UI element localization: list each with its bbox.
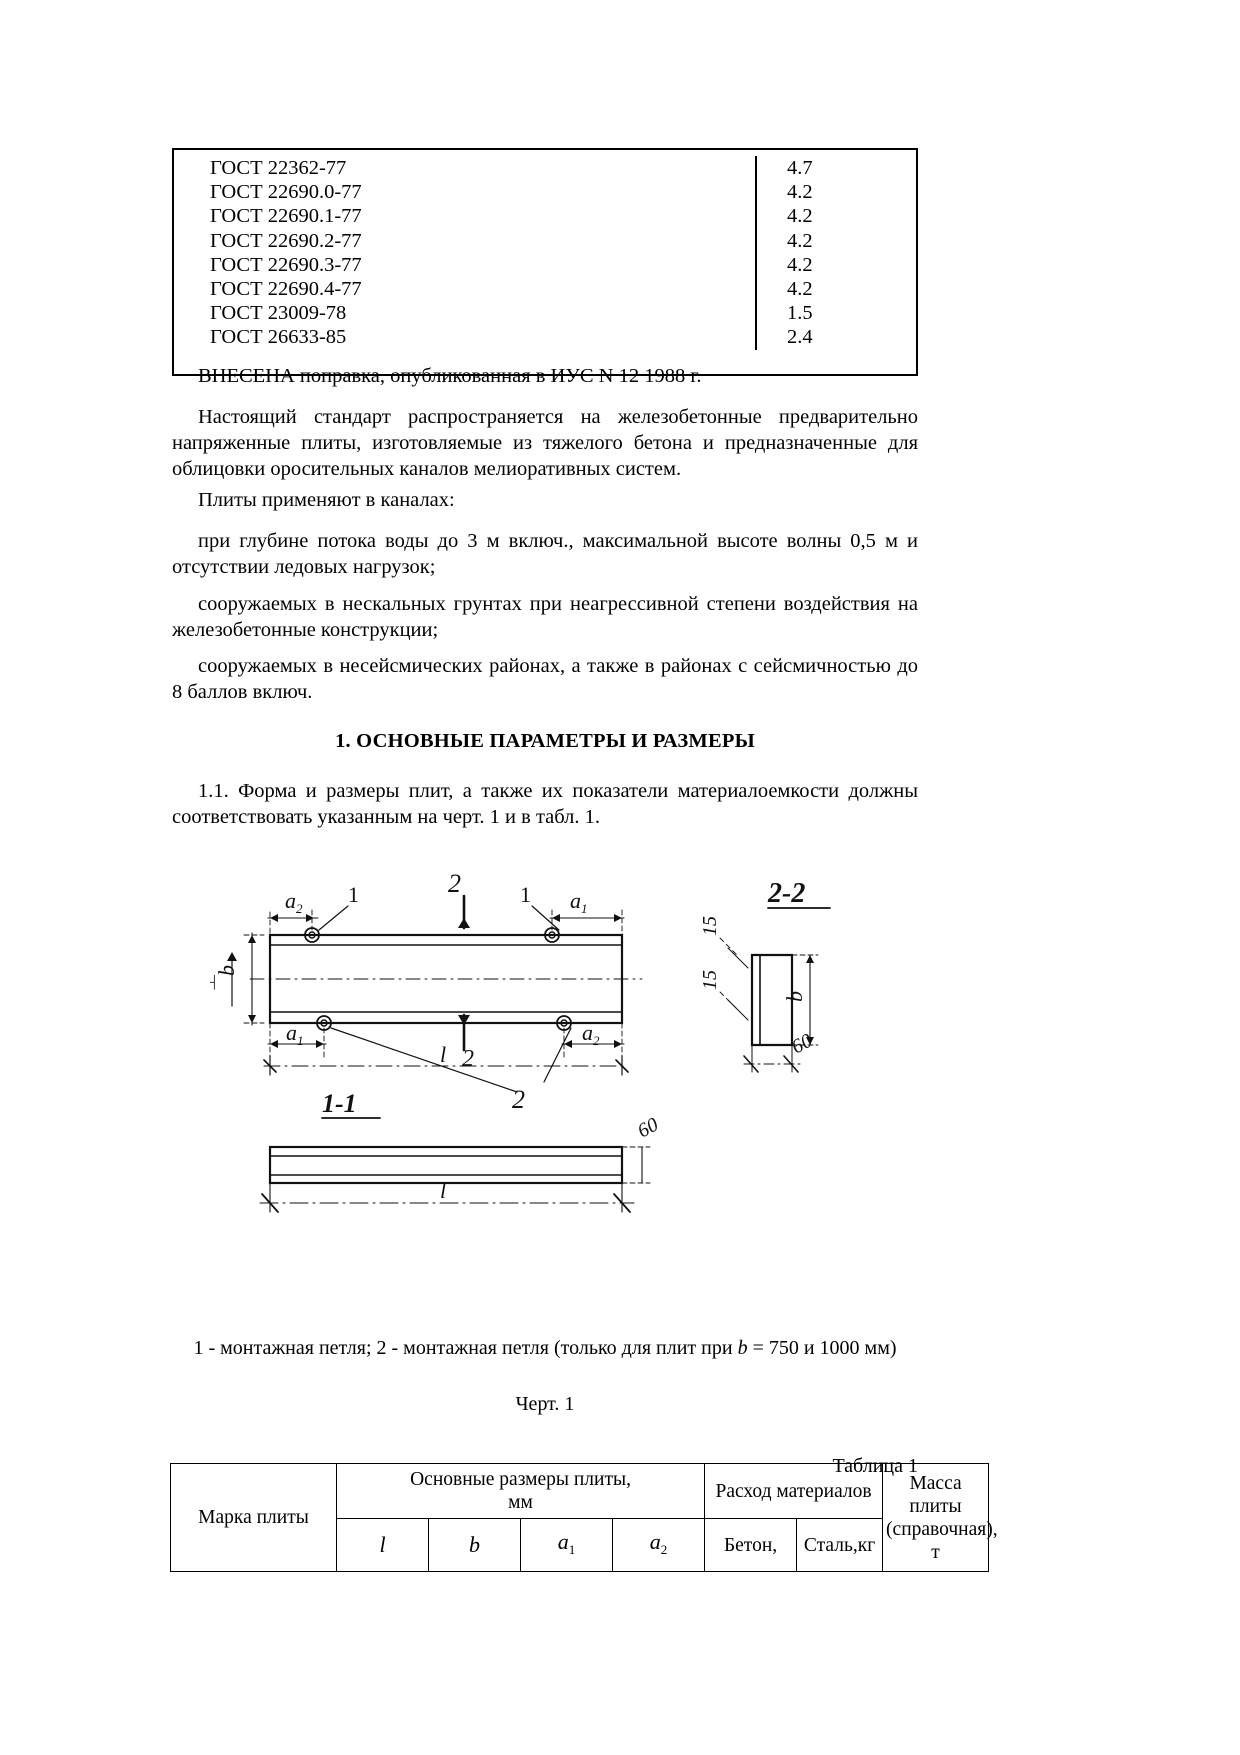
table-cell-clause: 1.5 — [787, 302, 813, 325]
label-dim-15-lower: 15 — [699, 970, 721, 990]
figure-legend — [172, 1337, 918, 1360]
label-dim-15-upper: 15 — [699, 916, 721, 936]
table-cell-clause: 4.2 — [787, 205, 813, 228]
table1-header-mass-line1: Масса плиты — [909, 1472, 962, 1517]
label-left-note: ┤ — [210, 975, 219, 989]
table-row: ГОСТ 22690.2-77 — [210, 229, 362, 252]
label-section-1-1: 1-1 — [322, 1089, 357, 1118]
table-row: ГОСТ 22690.3-77 — [210, 253, 362, 276]
table1-subheader-steel: Сталь,кг — [797, 1519, 883, 1572]
table-row: ГОСТ 22362-77 — [210, 157, 347, 179]
table1-header-mass-line3: т — [931, 1541, 940, 1563]
figure-caption: Черт. 1 — [515, 1393, 575, 1415]
figure-legend-part2: = 750 и 1000 мм) — [747, 1337, 897, 1359]
table-cell-clause: 4.2 — [787, 253, 813, 276]
label-dim-b-section: b — [782, 991, 807, 1002]
paragraph-bullet-1: при глубине потока воды до 3 м включ., максимальной высоте волны 0,5 м и отсутствии ледовых нагрузок; — [172, 530, 918, 578]
clauses-column — [757, 156, 916, 350]
callout-2-top: 2 — [448, 869, 461, 898]
label-dim-60-section: 60 — [788, 1029, 817, 1059]
table1 — [170, 1463, 998, 1572]
table-cell-clause: 2.4 — [787, 326, 813, 349]
table1-subheader-l: l — [337, 1519, 429, 1572]
label-dim-l-plan: l — [440, 1042, 447, 1067]
table1-header-mass — [883, 1464, 998, 1572]
table1-header-mark: Марка плиты — [171, 1464, 337, 1572]
callout-1-left: 1 — [348, 882, 359, 907]
table1-header-row — [171, 1464, 989, 1519]
paragraph-application-lead: Плиты применяют в каналах: — [198, 489, 455, 511]
paragraph-bullet-3: сооружаемых в несейсмических районах, а также в районах с сейсмичностью до 8 баллов включ. — [172, 655, 918, 703]
table-row: ГОСТ 22690.4-77 — [210, 278, 362, 301]
paragraph-amendment: ВНЕСЕНА поправка, опубликованная в ИУС N 12 1988 г. — [198, 365, 702, 387]
table-row: ГОСТ 22690.0-77 — [210, 181, 362, 204]
table-row: ГОСТ 26633-85 — [210, 326, 347, 349]
table1-subheader-b: b — [429, 1519, 521, 1572]
paragraph-bullet-2: сооружаемых в нескальных грунтах при неагрессивной степени воздействия на железобетонные конструкции; — [172, 593, 918, 641]
table-cell-clause: 4.2 — [787, 181, 813, 204]
table-row: ГОСТ 23009-78 — [210, 302, 347, 325]
table1-header-main-dims-line2: мм — [508, 1492, 533, 1513]
standards-reference-table — [172, 148, 918, 376]
table1-subheader-a2: $a_2$ — [613, 1519, 705, 1572]
label-dim-a2-top: $a_2$ — [285, 888, 303, 916]
table-row: ГОСТ 22690.1-77 — [210, 205, 362, 228]
table1-subheader-a1: $a_1$ — [521, 1519, 613, 1572]
callout-1-right: 1 — [520, 882, 531, 907]
figure-legend-part1: 1 - монтажная петля; 2 - монтажная петля (только для плит при — [193, 1337, 738, 1359]
table-cell-clause: 4.7 — [787, 157, 813, 179]
technical-drawing-figure — [172, 860, 972, 1270]
table1-header-mass-line2: (справочная), — [886, 1518, 998, 1540]
table-cell-clause: 4.2 — [787, 278, 813, 301]
label-dim-60-elevation: 60 — [634, 1113, 663, 1143]
table1-header-material: Расход материалов — [705, 1464, 883, 1519]
label-dim-l-section: l — [440, 1178, 447, 1203]
paragraph-scope: Настоящий стандарт распространяется на железобетонные предварительно напряженные плиты, изготовляемые из тяжелого бетона и предназначенные для облицовки оросительных каналов мелиоративных систем. — [172, 406, 918, 480]
standards-column — [174, 156, 757, 350]
table1-subheader-concrete: Бетон, — [705, 1519, 797, 1572]
table1-header-main-dims-line1: Основные размеры плиты, — [410, 1469, 631, 1490]
label-section-2-2: 2-2 — [768, 878, 806, 909]
table1-header-main-dims — [337, 1464, 705, 1519]
section-heading-1: 1. ОСНОВНЫЕ ПАРАМЕТРЫ И РАЗМЕРЫ — [335, 730, 755, 752]
label-dim-a1-top: $a_1$ — [570, 888, 588, 916]
paragraph-clause-1-1: 1.1. Форма и размеры плит, а также их показатели материалоемкости должны соответствовать указанным на черт. 1 и в табл. 1. — [172, 780, 918, 828]
label-dim-a2-bottom: $a_2$ — [582, 1020, 600, 1048]
label-dim-b-plan: b — [214, 965, 239, 976]
label-dim-a1-bottom: $a_1$ — [286, 1020, 304, 1048]
table-cell-clause: 4.2 — [787, 229, 813, 252]
callout-2-leader: 2 — [512, 1085, 525, 1114]
table1-label: Таблица 1 — [832, 1455, 918, 1477]
plate-drawing-svg — [172, 860, 972, 1270]
callout-2-bottom: 2 — [462, 1046, 474, 1072]
figure-legend-italic-b: b — [737, 1337, 748, 1359]
